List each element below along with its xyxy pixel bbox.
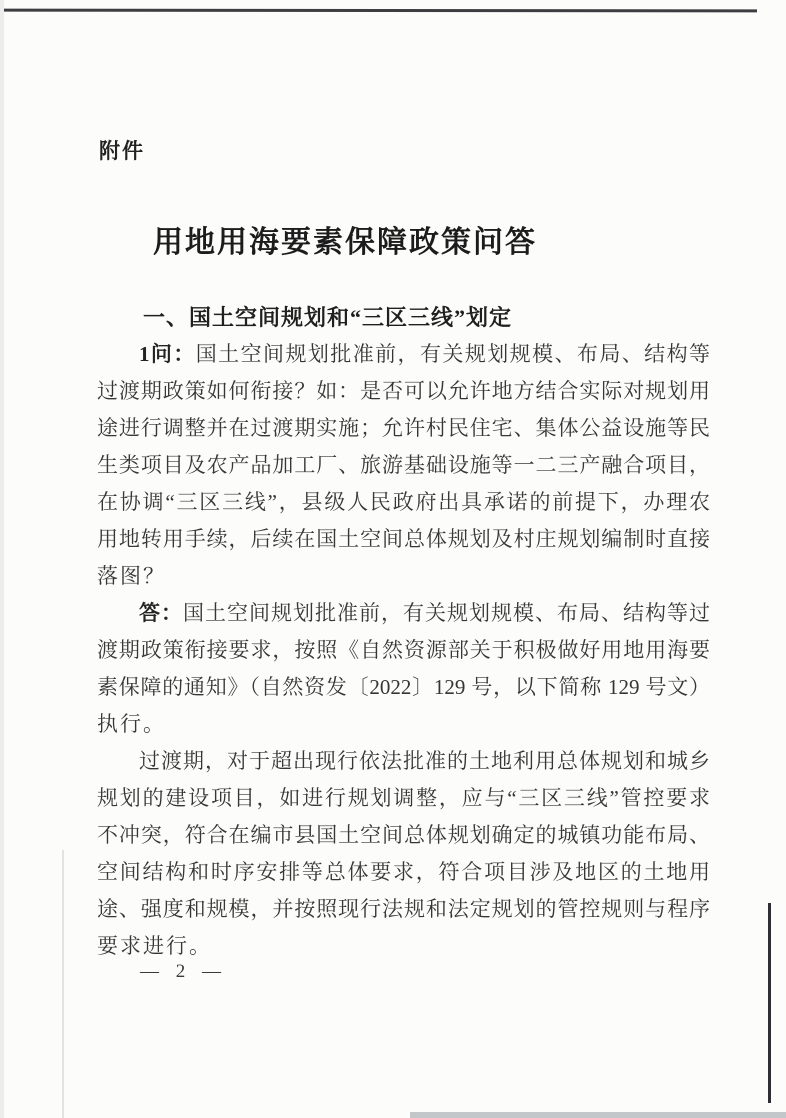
question-answer-prefix: 1问： [139,342,196,366]
document-title: 用地用海要素保障政策问答 [153,226,537,259]
body-line: 用地转用手续，后续在国土空间总体规划及村庄规划编制时直接 [97,527,710,551]
body-line: 空间结构和时序安排等总体要求，符合项目涉及地区的土地用 [97,860,710,884]
body-line: 规划的建设项目，如进行规划调整，应与“三区三线”管控要求 [97,786,710,810]
scan-artifact-top-line [0,9,757,13]
section-heading: 一、国土空间规划和“三区三线”划定 [143,305,513,330]
scan-artifact-bottom-strip [410,1112,786,1118]
page-number: — 2 — [140,961,227,982]
document-body [97,336,710,965]
question-answer-prefix: 答： [139,601,183,625]
body-line [97,336,710,373]
body-line: 要求进行。 [97,934,212,958]
scan-artifact-right-line [768,903,771,1103]
body-line: 在协调“三区三线”，县级人民政府出具承诺的前提下，办理农 [97,490,710,514]
body-line: 过渡期政策如何衔接？如：是否可以允许地方结合实际对规划用 [97,379,710,403]
body-line-text: 国土空间规划批准前，有关规划规模、布局、结构等过 [183,601,710,625]
scan-artifact-left-edge [0,0,4,1118]
body-line: 过渡期，对于超出现行依法批准的土地利用总体规划和城乡 [139,749,710,773]
body-line: 执行。 [97,712,166,736]
body-line: 落图？ [97,564,166,588]
body-line: 不冲突，符合在编市县国土空间总体规划确定的城镇功能布局、 [97,823,710,847]
body-line: 生类项目及农产品加工厂、旅游基础设施等一二三产融合项目， [97,453,710,477]
body-line [97,595,710,632]
body-line: 渡期政策衔接要求，按照《自然资源部关于积极做好用地用海要 [97,638,710,662]
body-line: 途进行调整并在过渡期实施；允许村民住宅、集体公益设施等民 [97,416,710,440]
attachment-label: 附件 [99,139,145,163]
scan-artifact-fold-line [62,850,64,1118]
body-line: 素保障的通知》（自然资发〔2022〕129 号，以下简称 129 号文） [97,675,710,699]
body-line-text: 国土空间规划批准前，有关规划规模、布局、结构等 [195,342,711,366]
body-line: 途、强度和规模，并按照现行法规和法定规划的管控规则与程序 [97,897,710,921]
